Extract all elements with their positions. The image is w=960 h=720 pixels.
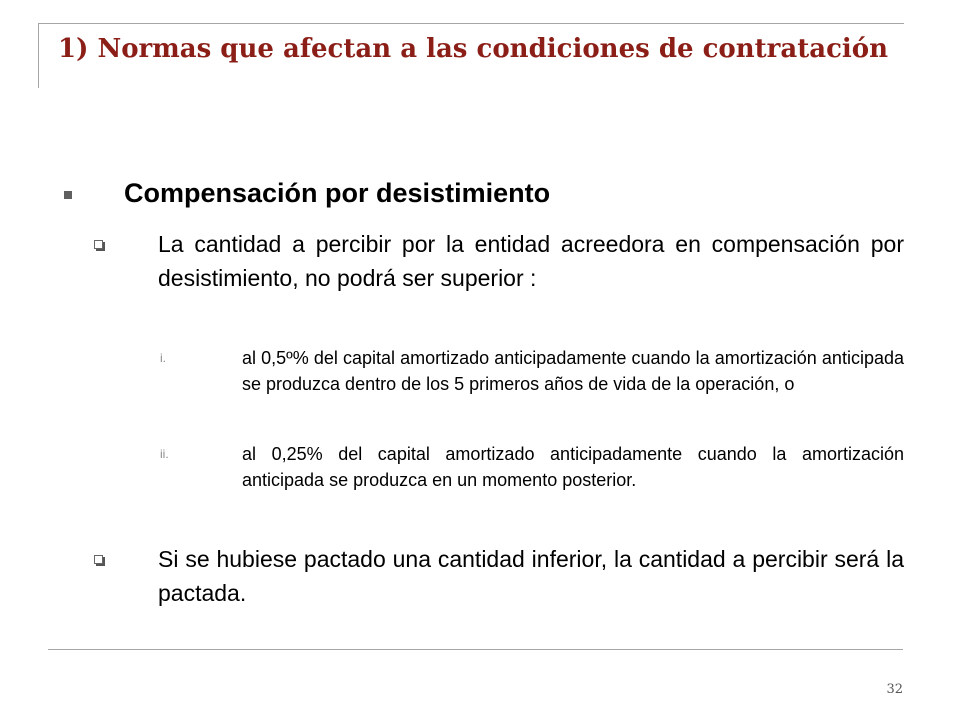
sub-item-text: al 0,25% del capital amortizado anticipadamente cuando la amortización anticipada se produzca en un momento posterior. — [242, 444, 904, 490]
sub-item-text: al 0,5º% del capital amortizado anticipadamente cuando la amortización anticipada se produzca dentro de los 5 primeros años de vida de la operación, o — [242, 348, 904, 394]
checkbox-bullet-icon — [94, 240, 103, 249]
page-number: 32 — [886, 682, 903, 697]
slide-title: 1) Normas que afectan a las condiciones de contratación — [58, 34, 889, 64]
bullet-item-text: Si se hubiese pactado una cantidad inferior, la cantidad a percibir será la pactada. — [158, 546, 904, 606]
square-bullet-icon — [64, 191, 72, 199]
bullet-item-text: La cantidad a percibir por la entidad acreedora en compensación por desistimiento, no podrá ser superior : — [158, 231, 904, 291]
section-heading-text: Compensación por desistimiento — [124, 178, 551, 208]
sub-item-number: ii. — [160, 447, 169, 461]
bottom-rule — [48, 649, 903, 650]
checkbox-bullet-icon — [94, 555, 103, 564]
sub-item-number: i. — [160, 351, 166, 365]
